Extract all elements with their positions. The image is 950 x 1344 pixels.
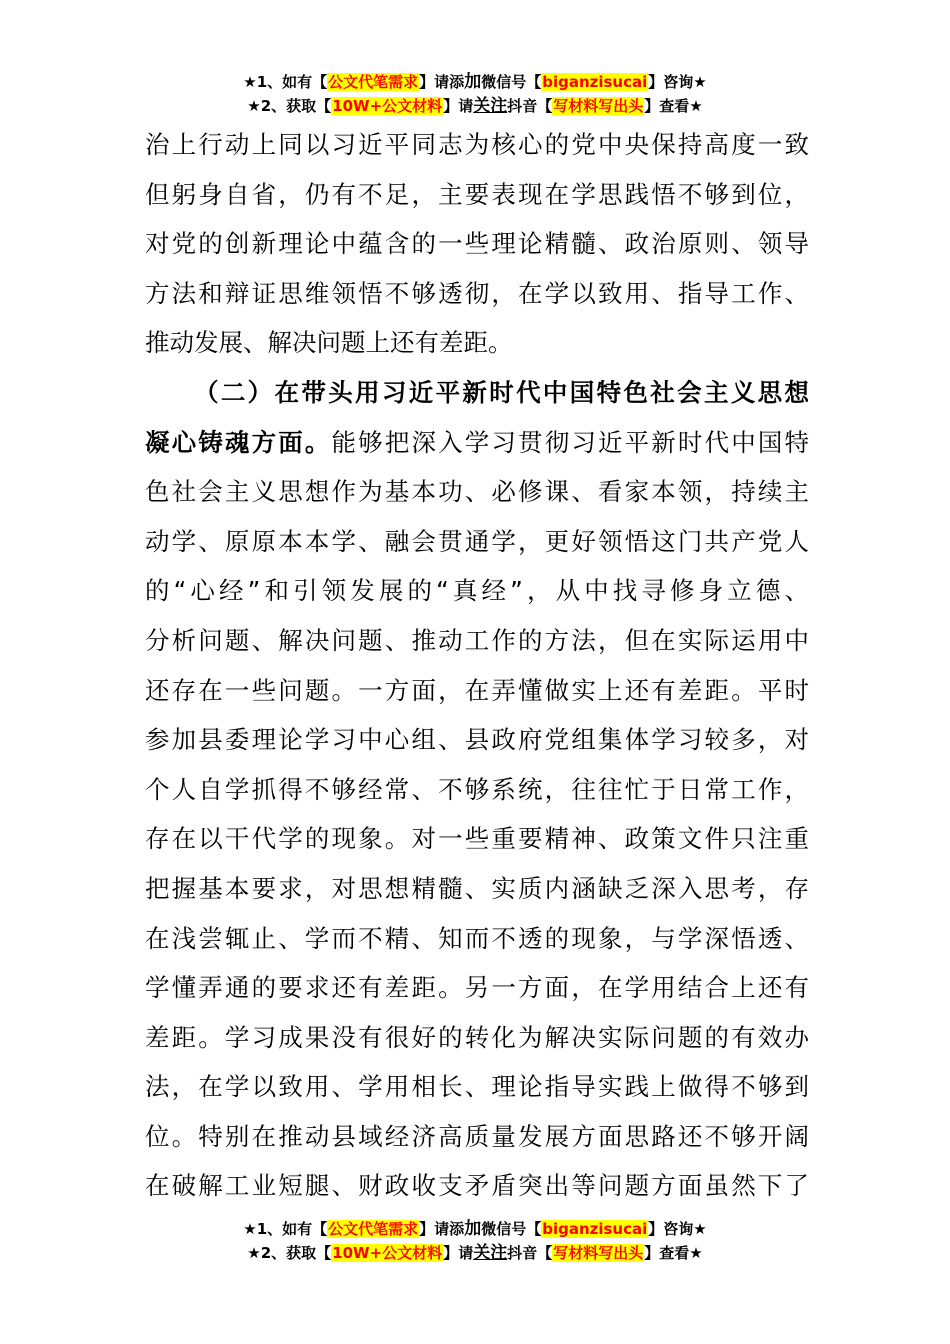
banner-text: 关注 [473,96,508,116]
section-heading: （二）在带头用习近平新时代中国特色社会主义思想 [194,377,809,407]
footer-banner [0,1217,950,1265]
banner-text: 】咨询★ [648,73,707,91]
text-line: 在破解工业短腿、财政收支矛盾突出等问题方面虽然下了 [145,1171,809,1201]
banner-text: 】咨询★ [648,1220,707,1238]
banner-text: 抖音【 [507,97,553,115]
text-line: 学懂弄通的要求还有差距。另一方面，在学用结合上还有 [145,973,809,1003]
text-line: 差距。学习成果没有很好的转化为解决实际问题的有效办 [145,1022,809,1052]
text-line: 存在以干代学的现象。对一些重要精神、政策文件只注重 [145,824,809,854]
banner-highlight: 10W+公文材料 [332,1244,443,1262]
banner-text: ★2、获取【 [247,1244,332,1262]
text-line: 治上行动上同以习近平同志为核心的党中央保持高度一致 [145,130,809,159]
text-line: 把握基本要求，对思想精髓、实质内涵缺乏深入思考，存 [145,873,809,903]
banner-wechat-id: biganzisucai [542,73,648,91]
banner-text: 加 [464,1219,482,1239]
banner-text: ★2、获取【 [247,97,332,115]
banner-text: ★1、如有【 [243,1220,328,1238]
text-line: 还存在一些问题。一方面，在弄懂做实上还有差距。平时 [145,675,809,705]
banner-text: 】请添 [419,1220,465,1238]
text-line: 对党的创新理论中蕴含的一些理论精髓、政治原则、领导 [145,229,809,259]
banner-text: 】查看★ [644,1244,703,1262]
text-line: 法，在学以致用、学用相长、理论指导实践上做得不够到 [145,1072,809,1102]
text-line: 的“心经”和引领发展的“真经”，从中找寻修身立德、 [145,576,809,606]
text-line: 位。特别在推动县域经济高质量发展方面思路还不够开阔 [145,1121,809,1151]
banner-highlight: 10W+公文材料 [332,97,443,115]
text-line [145,418,809,468]
banner-line-1 [0,70,950,94]
banner-text: 】请 [443,1244,474,1262]
text-span: 能够把深入学习贯彻习近平新时代中国特 [331,427,810,457]
text-line: 分析问题、解决问题、推动工作的方法，但在实际运用中 [145,625,809,655]
banner-text: 加 [464,72,482,92]
banner-text: 抖音【 [507,1244,553,1262]
banner-text: 】请添 [419,73,465,91]
banner-text: 微信号【 [481,1220,542,1238]
banner-text: 微信号【 [481,73,542,91]
banner-text: 】查看★ [644,97,703,115]
banner-line-1 [0,1217,950,1241]
banner-line-2 [0,1241,950,1265]
banner-highlight: 公文代笔需求 [328,1220,419,1238]
text-line: 但躬身自省，仍有不足，主要表现在学思践悟不够到位， [145,179,809,209]
text-line: 参加县委理论学习中心组、县政府党组集体学习较多，对 [145,725,809,755]
text-line: 动学、原原本本学、融会贯通学，更好领悟这门共产党人 [145,526,809,556]
document-body [145,120,809,1211]
banner-douyin-id: 写材料写出头 [553,1244,644,1262]
banner-text: ★1、如有【 [243,73,328,91]
text-line: 在浅尝辄止、学而不精、知而不透的现象，与学深悟透、 [145,923,809,953]
text-line: 推动发展、解决问题上还有差距。 [145,328,513,358]
text-line: 个人自学抓得不够经常、不够系统，往往忙于日常工作， [145,774,809,804]
banner-line-2 [0,94,950,118]
banner-douyin-id: 写材料写出头 [553,97,644,115]
section-heading-end: 凝心铸魂方面。 [145,427,332,457]
text-line: 方法和辩证思维领悟不够透彻，在学以致用、指导工作、 [145,278,809,308]
banner-text: 】请 [443,97,474,115]
banner-text: 关注 [473,1243,508,1263]
text-line: 色社会主义思想作为基本功、必修课、看家本领，持续主 [145,477,809,507]
banner-wechat-id: biganzisucai [542,1220,648,1238]
header-banner [0,70,950,118]
banner-highlight: 公文代笔需求 [328,73,419,91]
